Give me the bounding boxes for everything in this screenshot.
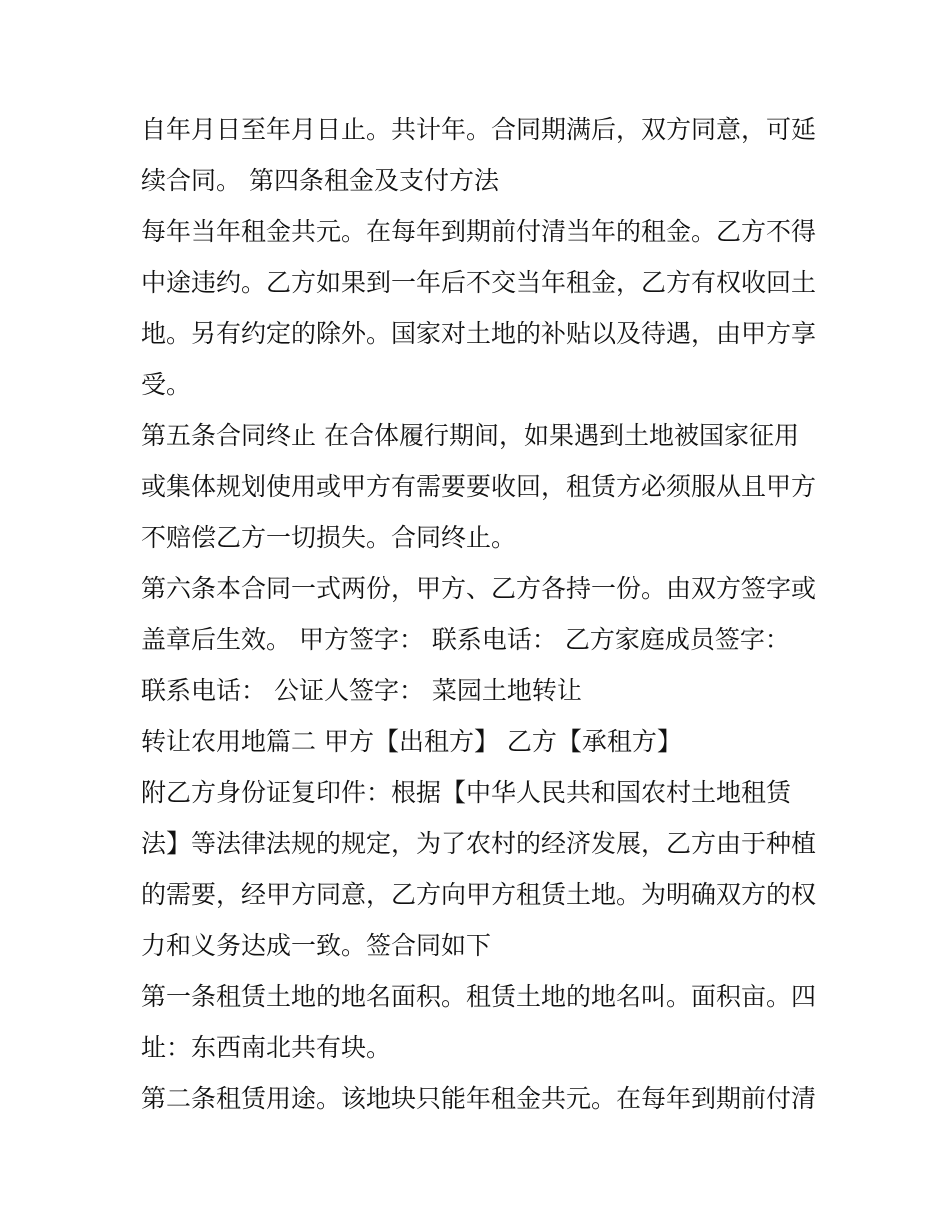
text-line: 法】等法律法规的规定，为了农村的经济发展，乙方由于种植 [141, 829, 817, 858]
text-line: 续合同。 第四条租金及支付方法 [141, 166, 499, 195]
text-line: 受。 [141, 370, 192, 399]
text-line: 的需要，经甲方同意，乙方向甲方租赁土地。为明确双方的权 [141, 880, 817, 909]
text-line: 盖章后生效。 甲方签字： 联系电话： 乙方家庭成员签字： [141, 625, 790, 654]
text-line: 不赔偿乙方一切损失。合同终止。 [141, 523, 517, 552]
text-line: 址：东西南北共有块。 [141, 1033, 392, 1062]
text-line: 附乙方身份证复印件：根据【中华人民共和国农村土地租赁 [141, 778, 792, 807]
text-line: 转让农用地篇二 甲方【出租方】 乙方【承租方】 [141, 727, 682, 756]
text-line: 第一条租赁土地的地名面积。租赁土地的地名叫。面积亩。四 [141, 982, 817, 1011]
text-line: 地。另有约定的除外。国家对土地的补贴以及待遇，由甲方享 [141, 319, 817, 348]
text-line: 每年当年租金共元。在每年到期前付清当年的租金。乙方不得 [141, 217, 817, 246]
text-line: 中途违约。乙方如果到一年后不交当年租金，乙方有权收回土 [141, 268, 817, 297]
text-line: 第二条租赁用途。该地块只能年租金共元。在每年到期前付清 [141, 1084, 817, 1113]
text-line: 联系电话： 公证人签字： 菜园土地转让 [141, 676, 582, 705]
text-line: 或集体规划使用或甲方有需要要收回，租赁方必须服从且甲方 [141, 472, 817, 501]
text-line: 第六条本合同一式两份，甲方、乙方各持一份。由双方签字或 [141, 574, 817, 603]
text-line: 力和义务达成一致。签合同如下 [141, 931, 492, 960]
text-line: 自年月日至年月日止。共计年。合同期满后，双方同意，可延 [141, 115, 817, 144]
document-body [141, 104, 821, 1124]
text-line: 第五条合同终止 在合体履行期间，如果遇到土地被国家征用 [141, 421, 799, 450]
